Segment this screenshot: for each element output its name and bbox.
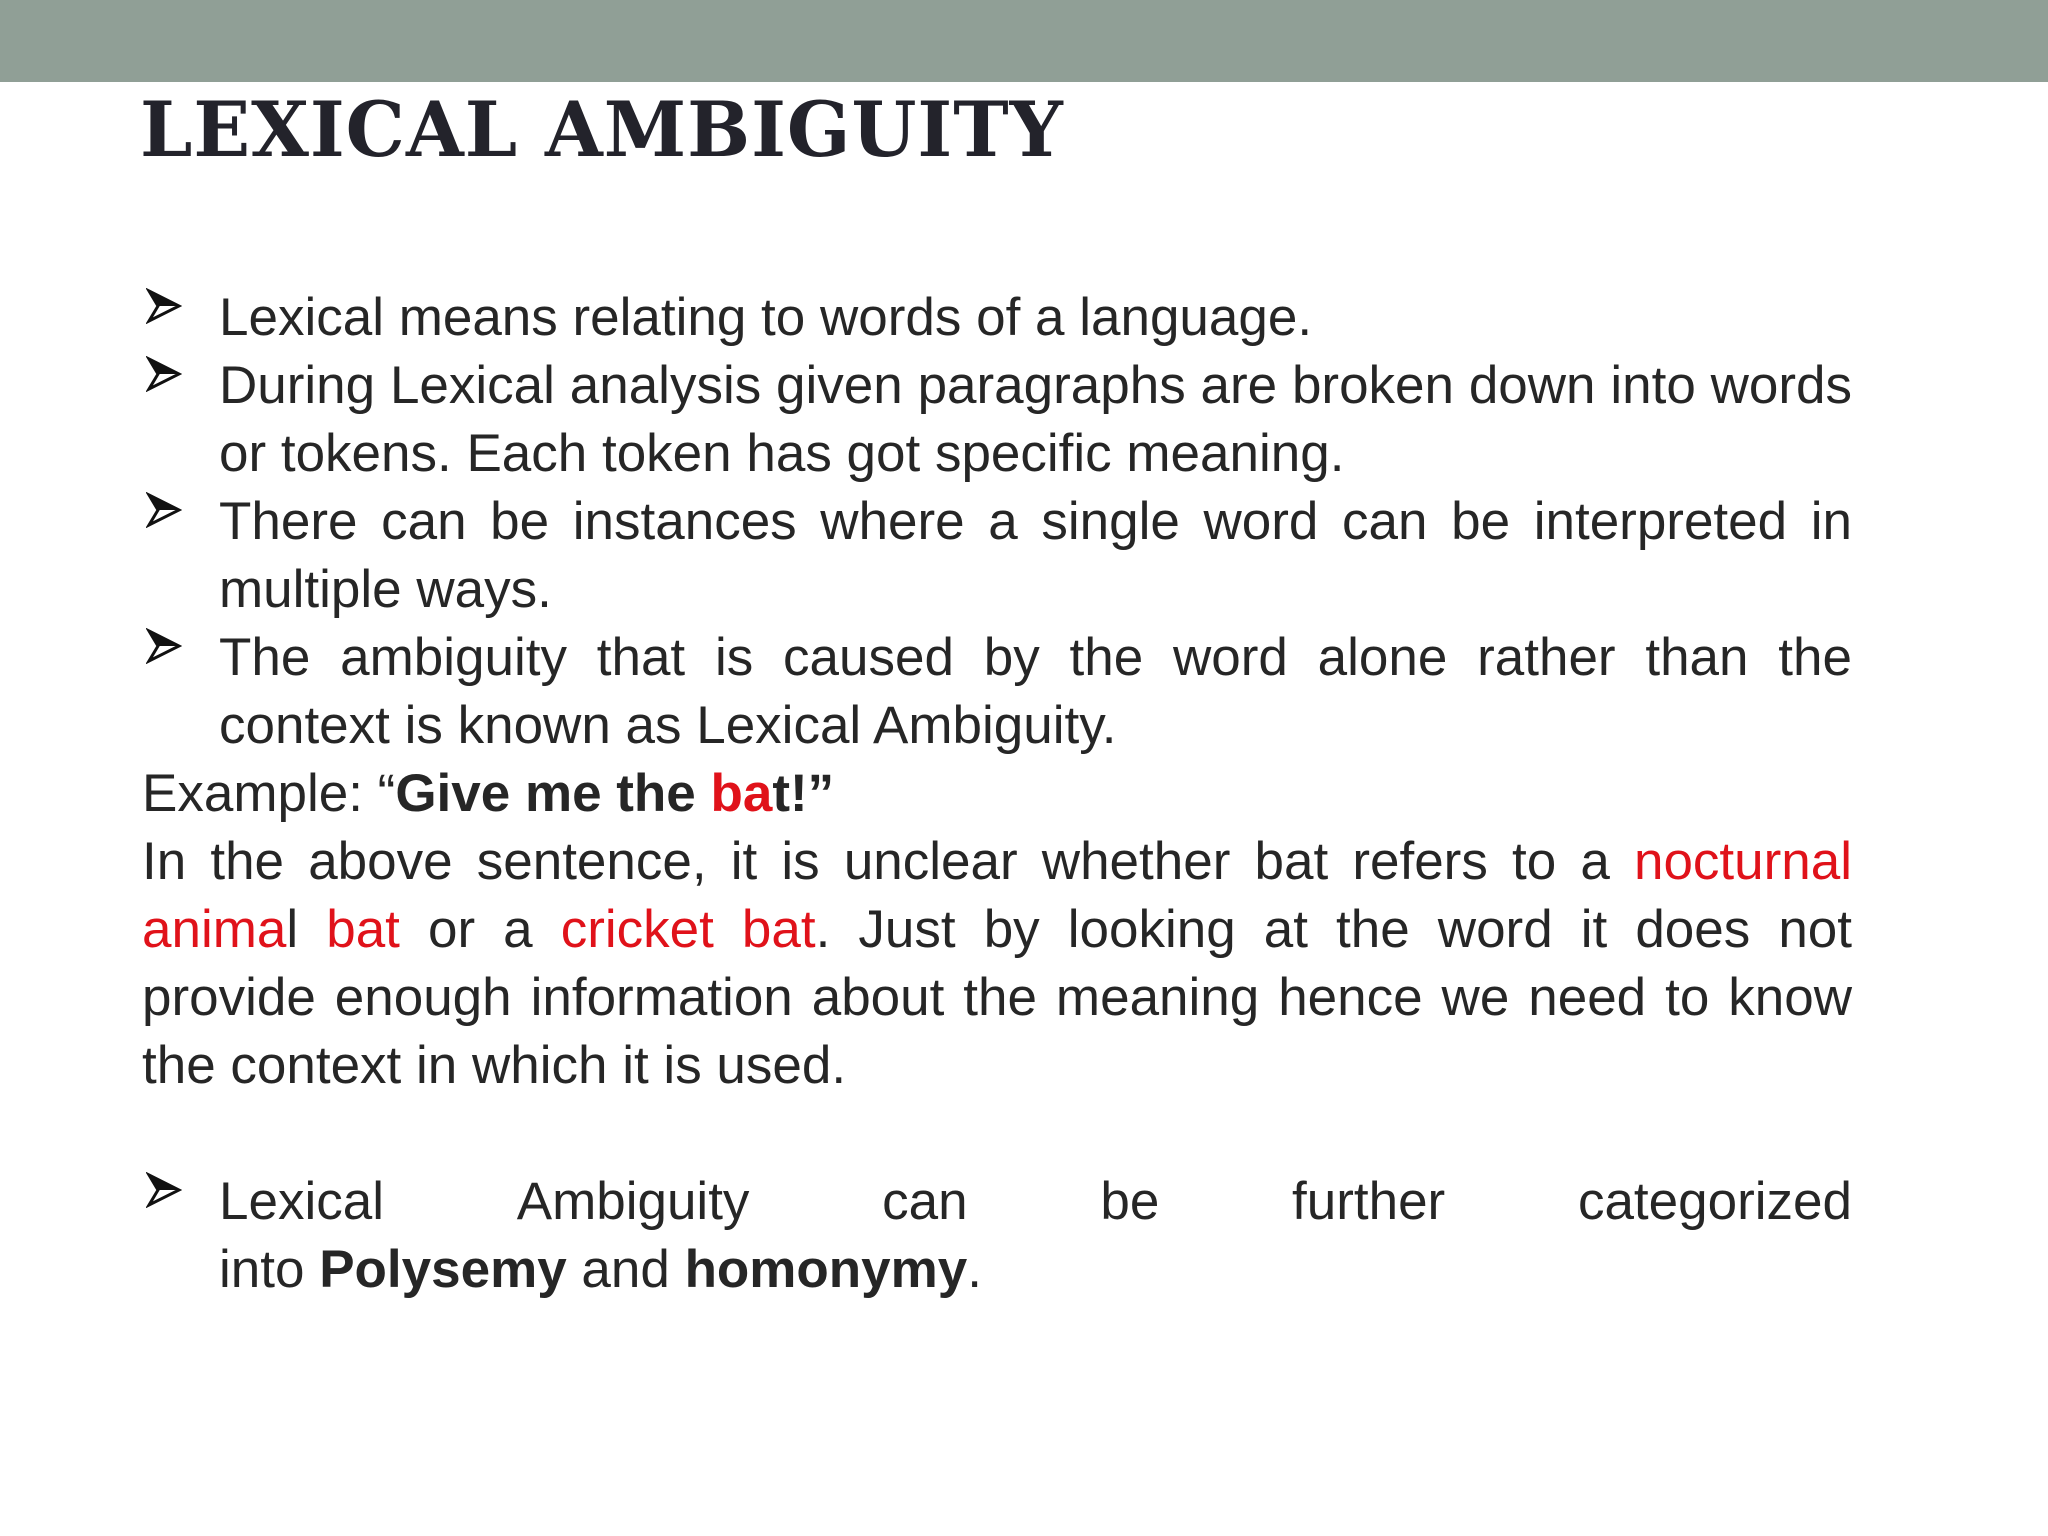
arrow-bullet-icon xyxy=(146,492,182,528)
example-label: Example: “ xyxy=(142,764,396,823)
bullet-text: The ambiguity that is caused by the word alone rather than the context is known as Lexical Ambiguity. xyxy=(219,628,1852,755)
example-sentence-start: Give me the xyxy=(395,764,711,823)
example-sentence-end: t!” xyxy=(772,764,835,823)
bullet-text: and xyxy=(566,1240,685,1299)
explanation-text: l xyxy=(286,900,327,959)
bullet-text: During Lexical analysis given paragraphs are broken down into words or tokens. Each token has got specific meaning. xyxy=(219,356,1852,483)
explanation-text: . Just by looking at the word it does not provide enough information about the meaning hence we need to know the context in which it is used. xyxy=(142,900,1853,1095)
explanation-paragraph xyxy=(142,828,1852,1100)
slide-content xyxy=(142,284,1852,1304)
header-band xyxy=(0,0,2048,82)
bullet-item xyxy=(142,352,1852,488)
arrow-bullet-icon xyxy=(146,288,182,324)
bullet-word: be xyxy=(1100,1172,1160,1231)
example-highlight: ba xyxy=(710,764,773,823)
bullet-item xyxy=(142,284,1852,352)
bullet-line xyxy=(219,1236,1852,1304)
explanation-text: or a xyxy=(399,900,561,959)
spacer xyxy=(142,1100,1852,1168)
term-polysemy: Polysemy xyxy=(319,1240,567,1299)
bullet-text: Lexical means relating to words of a language. xyxy=(219,288,1313,347)
arrow-bullet-icon xyxy=(146,628,182,664)
bullet-text: . xyxy=(967,1240,982,1299)
arrow-bullet-icon xyxy=(146,1172,182,1208)
bullet-word: Ambiguity xyxy=(516,1172,750,1231)
example-line xyxy=(142,760,1852,828)
bullet-word: can xyxy=(882,1172,968,1231)
bullet-text: into xyxy=(219,1240,320,1299)
term-homonymy: homonymy xyxy=(684,1240,968,1299)
bullet-word: Lexical xyxy=(219,1172,384,1231)
explanation-text: In the above sentence, it is unclear whether bat refers to a xyxy=(142,832,1634,891)
bullet-item xyxy=(142,624,1852,760)
bullet-word: categorized xyxy=(1577,1172,1852,1231)
bullet-item xyxy=(142,1168,1852,1304)
explanation-red-text: bat xyxy=(326,900,400,959)
bullet-line xyxy=(219,1168,1852,1236)
bullet-item xyxy=(142,488,1852,624)
explanation-red-text: cricket bat xyxy=(560,900,816,959)
arrow-bullet-icon xyxy=(146,356,182,392)
explanation-red-text: nocturnal anima xyxy=(142,832,1852,959)
slide-title: LEXICAL AMBIGUITY xyxy=(140,85,1064,174)
bullet-word: further xyxy=(1292,1172,1446,1231)
bullet-text: There can be instances where a single word can be interpreted in multiple ways. xyxy=(219,492,1852,619)
